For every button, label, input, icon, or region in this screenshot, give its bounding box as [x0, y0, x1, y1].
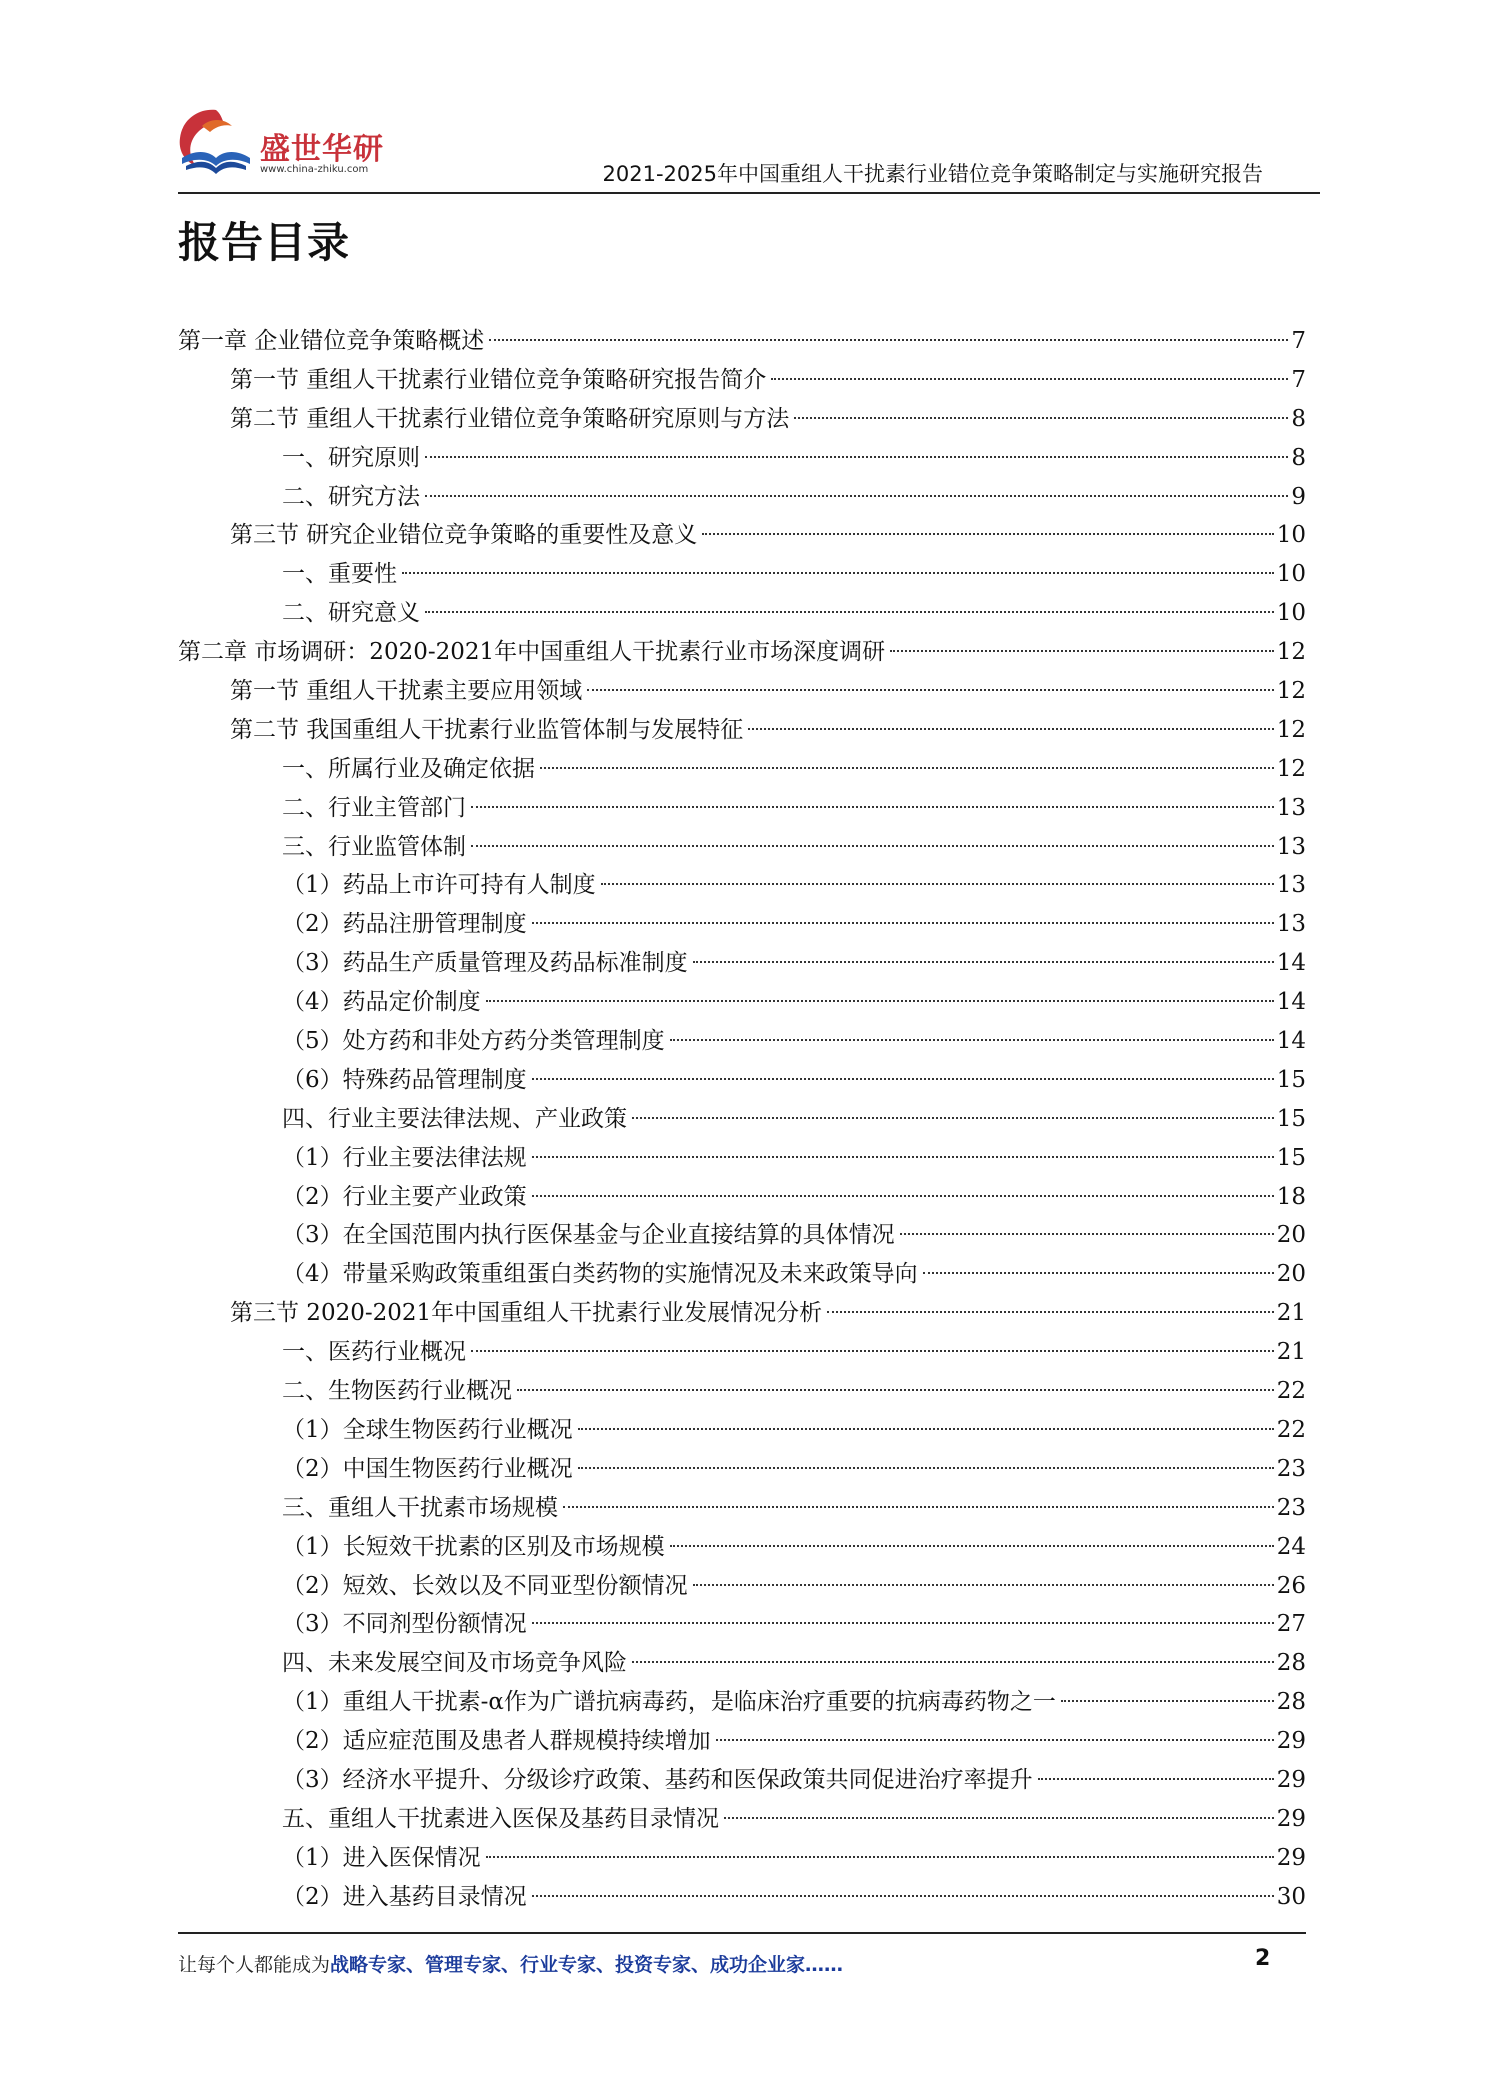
- toc-entry-label: （1）药品上市许可持有人制度: [282, 866, 598, 905]
- toc-entry[interactable]: [178, 828, 1306, 867]
- toc-dot-leader: [1038, 1778, 1274, 1780]
- toc-entry[interactable]: [178, 905, 1306, 944]
- table-of-contents: [178, 322, 1306, 1917]
- toc-dot-leader: [489, 339, 1288, 341]
- toc-dot-leader: [1061, 1700, 1274, 1702]
- toc-entry-page: 13: [1276, 911, 1306, 938]
- toc-entry-page: 9: [1291, 483, 1306, 510]
- toc-entry-label: （1）进入医保情况: [282, 1839, 483, 1878]
- toc-entry[interactable]: [178, 1450, 1306, 1489]
- toc-entry[interactable]: [178, 1528, 1306, 1567]
- toc-entry-page: 15: [1276, 1144, 1306, 1171]
- toc-entry[interactable]: [178, 672, 1306, 711]
- toc-entry[interactable]: [178, 866, 1306, 905]
- toc-entry-label: 第三节 2020-2021年中国重组人干扰素行业发展情况分析: [230, 1294, 824, 1333]
- toc-entry[interactable]: [178, 711, 1306, 750]
- toc-entry-label: 一、医药行业概况: [282, 1333, 468, 1372]
- toc-entry-label: （4）带量采购政策重组蛋白类药物的实施情况及未来政策导向: [282, 1255, 920, 1294]
- company-logo: [172, 104, 432, 184]
- footer-slogan-prefix: 让每个人都能成为: [178, 1954, 331, 1976]
- toc-entry-page: 18: [1276, 1183, 1306, 1210]
- toc-entry-label: 第二节 重组人干扰素行业错位竞争策略研究原则与方法: [230, 400, 791, 439]
- toc-entry-page: 21: [1276, 1300, 1306, 1327]
- toc-entry[interactable]: [178, 1061, 1306, 1100]
- toc-entry[interactable]: [178, 1722, 1306, 1761]
- toc-entry-label: （2）行业主要产业政策: [282, 1178, 529, 1217]
- toc-entry-label: 二、生物医药行业概况: [282, 1372, 514, 1411]
- toc-dot-leader: [693, 1584, 1274, 1586]
- toc-entry-page: 12: [1276, 755, 1306, 782]
- toc-entry-page: 20: [1276, 1261, 1306, 1288]
- toc-entry-page: 23: [1276, 1494, 1306, 1521]
- toc-dot-leader: [702, 533, 1273, 535]
- toc-dot-leader: [923, 1272, 1274, 1274]
- toc-dot-leader: [587, 689, 1273, 691]
- toc-entry-label: （3）药品生产质量管理及药品标准制度: [282, 944, 690, 983]
- toc-entry-label: （2）进入基药目录情况: [282, 1878, 529, 1917]
- toc-entry-page: 13: [1276, 833, 1306, 860]
- toc-entry[interactable]: [178, 1411, 1306, 1450]
- toc-entry[interactable]: [178, 983, 1306, 1022]
- toc-entry-label: 第二节 我国重组人干扰素行业监管体制与发展特征: [230, 711, 745, 750]
- toc-entry-page: 12: [1276, 716, 1306, 743]
- toc-dot-leader: [578, 1467, 1274, 1469]
- toc-entry[interactable]: [178, 1216, 1306, 1255]
- toc-dot-leader: [748, 728, 1273, 730]
- toc-entry-label: 一、重要性: [282, 555, 399, 594]
- toc-dot-leader: [716, 1739, 1274, 1741]
- toc-entry-label: （2）中国生物医药行业概况: [282, 1450, 575, 1489]
- toc-dot-leader: [724, 1817, 1274, 1819]
- toc-entry[interactable]: [178, 633, 1306, 672]
- toc-entry[interactable]: [178, 516, 1306, 555]
- toc-entry-page: 20: [1276, 1222, 1306, 1249]
- toc-entry[interactable]: [178, 750, 1306, 789]
- toc-entry[interactable]: [178, 322, 1306, 361]
- toc-dot-leader: [540, 767, 1274, 769]
- toc-entry[interactable]: [178, 1294, 1306, 1333]
- report-header-title: 2021-2025年中国重组人干扰素行业错位竞争策略制定与实施研究报告: [602, 162, 1263, 186]
- toc-entry-page: 28: [1276, 1689, 1306, 1716]
- toc-entry-page: 13: [1276, 872, 1306, 899]
- toc-dot-leader: [827, 1311, 1274, 1313]
- toc-entry-page: 22: [1276, 1416, 1306, 1443]
- toc-entry[interactable]: [178, 1255, 1306, 1294]
- toc-entry-page: 12: [1276, 639, 1306, 666]
- toc-entry-label: （3）在全国范围内执行医保基金与企业直接结算的具体情况: [282, 1216, 897, 1255]
- toc-dot-leader: [632, 1117, 1274, 1119]
- toc-dot-leader: [693, 961, 1274, 963]
- toc-entry-label: 第一章 企业错位竞争策略概述: [178, 322, 486, 361]
- toc-entry-page: 10: [1276, 600, 1306, 627]
- toc-entry-label: （2）适应症范围及患者人群规模持续增加: [282, 1722, 713, 1761]
- toc-entry-page: 7: [1291, 328, 1306, 354]
- toc-entry[interactable]: [178, 944, 1306, 983]
- toc-entry-label: （2）药品注册管理制度: [282, 905, 529, 944]
- toc-dot-leader: [517, 1389, 1274, 1391]
- toc-entry-page: 13: [1276, 794, 1306, 821]
- toc-entry-label: （3）经济水平提升、分级诊疗政策、基药和医保政策共同促进治疗率提升: [282, 1761, 1035, 1800]
- toc-dot-leader: [601, 883, 1274, 885]
- toc-dot-leader: [563, 1506, 1274, 1508]
- toc-entry-label: 第三节 研究企业错位竞争策略的重要性及意义: [230, 516, 699, 555]
- logo-emblem-icon: [172, 104, 256, 184]
- toc-dot-leader: [532, 1156, 1274, 1158]
- toc-entry-page: 28: [1276, 1650, 1306, 1677]
- toc-entry-label: 第一节 重组人干扰素主要应用领域: [230, 672, 584, 711]
- toc-entry-page: 14: [1276, 950, 1306, 977]
- toc-entry[interactable]: [178, 1567, 1306, 1606]
- logo-url: www.china-zhiku.com: [260, 164, 369, 175]
- toc-entry[interactable]: [178, 478, 1306, 517]
- toc-entry-label: 四、未来发展空间及市场竞争风险: [282, 1644, 629, 1683]
- toc-entry[interactable]: [178, 1489, 1306, 1528]
- toc-entry[interactable]: [178, 1605, 1306, 1644]
- toc-entry[interactable]: [178, 1100, 1306, 1139]
- toc-dot-leader: [486, 1856, 1274, 1858]
- toc-dot-leader: [486, 1000, 1274, 1002]
- toc-entry-page: 14: [1276, 989, 1306, 1016]
- toc-entry-label: （1）行业主要法律法规: [282, 1139, 529, 1178]
- toc-entry-label: 五、重组人干扰素进入医保及基药目录情况: [282, 1800, 721, 1839]
- toc-entry-page: 30: [1276, 1883, 1306, 1910]
- page-title: 报告目录: [178, 218, 351, 267]
- toc-dot-leader: [425, 611, 1274, 613]
- toc-entry[interactable]: [178, 1644, 1306, 1683]
- toc-entry[interactable]: [178, 1178, 1306, 1217]
- toc-entry-page: 29: [1276, 1766, 1306, 1793]
- toc-entry-label: 一、所属行业及确定依据: [282, 750, 537, 789]
- toc-entry[interactable]: [178, 1022, 1306, 1061]
- toc-dot-leader: [890, 650, 1274, 652]
- toc-entry[interactable]: [178, 789, 1306, 828]
- toc-entry-page: 15: [1276, 1066, 1306, 1093]
- toc-entry-page: 26: [1276, 1572, 1306, 1599]
- toc-entry-label: 四、行业主要法律法规、产业政策: [282, 1100, 629, 1139]
- toc-dot-leader: [771, 378, 1288, 380]
- footer-slogan-emphasis: 战略专家、管理专家、行业专家、投资专家、成功企业家……: [330, 1954, 844, 1976]
- toc-entry-page: 22: [1276, 1378, 1306, 1405]
- toc-entry-label: （4）药品定价制度: [282, 983, 483, 1022]
- toc-dot-leader: [578, 1428, 1274, 1430]
- toc-entry-page: 24: [1276, 1533, 1306, 1560]
- toc-entry-label: （1）长短效干扰素的区别及市场规模: [282, 1528, 667, 1567]
- header-divider: [178, 192, 1320, 194]
- toc-entry-page: 29: [1276, 1805, 1306, 1832]
- toc-entry-page: 12: [1276, 678, 1306, 705]
- toc-dot-leader: [670, 1545, 1274, 1547]
- toc-entry-page: 8: [1291, 444, 1306, 471]
- toc-entry[interactable]: [178, 594, 1306, 633]
- toc-dot-leader: [794, 417, 1288, 419]
- toc-entry-label: 二、研究意义: [282, 594, 422, 633]
- toc-entry[interactable]: [178, 1683, 1306, 1722]
- toc-entry-label: 第二章 市场调研：2020-2021年中国重组人干扰素行业市场深度调研: [178, 633, 887, 672]
- toc-entry-page: 7: [1291, 366, 1306, 393]
- toc-entry-label: （5）处方药和非处方药分类管理制度: [282, 1022, 667, 1061]
- toc-entry-page: 27: [1276, 1611, 1306, 1638]
- toc-entry[interactable]: [178, 555, 1306, 594]
- toc-entry[interactable]: [178, 1333, 1306, 1372]
- toc-dot-leader: [532, 1195, 1274, 1197]
- toc-dot-leader: [425, 456, 1288, 458]
- toc-entry[interactable]: [178, 439, 1306, 478]
- footer-slogan: [178, 1950, 843, 1977]
- toc-entry[interactable]: [178, 400, 1306, 439]
- toc-entry-label: 二、研究方法: [282, 478, 422, 517]
- toc-entry-page: 8: [1291, 405, 1306, 432]
- toc-dot-leader: [402, 572, 1274, 574]
- toc-entry-page: 15: [1276, 1105, 1306, 1132]
- toc-dot-leader: [670, 1039, 1274, 1041]
- toc-entry-page: 14: [1276, 1028, 1306, 1055]
- toc-entry-page: 29: [1276, 1844, 1306, 1871]
- toc-dot-leader: [532, 922, 1274, 924]
- toc-entry-label: 第一节 重组人干扰素行业错位竞争策略研究报告简介: [230, 361, 768, 400]
- logo-name: 盛世华研: [260, 132, 384, 167]
- toc-entry-page: 10: [1276, 522, 1306, 549]
- toc-dot-leader: [532, 1622, 1274, 1624]
- toc-dot-leader: [532, 1078, 1274, 1080]
- toc-entry[interactable]: [178, 1372, 1306, 1411]
- footer-divider: [178, 1932, 1306, 1934]
- toc-entry-label: 二、行业主管部门: [282, 789, 468, 828]
- toc-entry[interactable]: [178, 1800, 1306, 1839]
- toc-dot-leader: [471, 1350, 1274, 1352]
- toc-entry-label: （2）短效、长效以及不同亚型份额情况: [282, 1567, 690, 1606]
- toc-entry-label: （6）特殊药品管理制度: [282, 1061, 529, 1100]
- toc-entry-page: 21: [1276, 1339, 1306, 1366]
- toc-entry[interactable]: [178, 1139, 1306, 1178]
- toc-entry-page: 23: [1276, 1455, 1306, 1482]
- toc-entry-page: 10: [1276, 561, 1306, 588]
- toc-dot-leader: [471, 806, 1274, 808]
- toc-dot-leader: [632, 1661, 1274, 1663]
- toc-entry-label: 一、研究原则: [282, 439, 422, 478]
- toc-entry-label: （3）不同剂型份额情况: [282, 1605, 529, 1644]
- toc-entry-page: 29: [1276, 1728, 1306, 1755]
- toc-entry[interactable]: [178, 1878, 1306, 1917]
- toc-entry[interactable]: [178, 1761, 1306, 1800]
- toc-dot-leader: [532, 1895, 1274, 1897]
- toc-dot-leader: [425, 495, 1288, 497]
- toc-dot-leader: [471, 845, 1274, 847]
- toc-entry-label: 三、行业监管体制: [282, 828, 468, 867]
- toc-entry-label: （1）重组人干扰素-α作为广谱抗病毒药，是临床治疗重要的抗病毒药物之一: [282, 1683, 1058, 1722]
- toc-dot-leader: [900, 1233, 1274, 1235]
- toc-entry-label: （1）全球生物医药行业概况: [282, 1411, 575, 1450]
- page-number: 2: [1255, 1946, 1271, 1971]
- toc-entry[interactable]: [178, 1839, 1306, 1878]
- toc-entry-label: 三、重组人干扰素市场规模: [282, 1489, 560, 1528]
- toc-entry[interactable]: [178, 361, 1306, 400]
